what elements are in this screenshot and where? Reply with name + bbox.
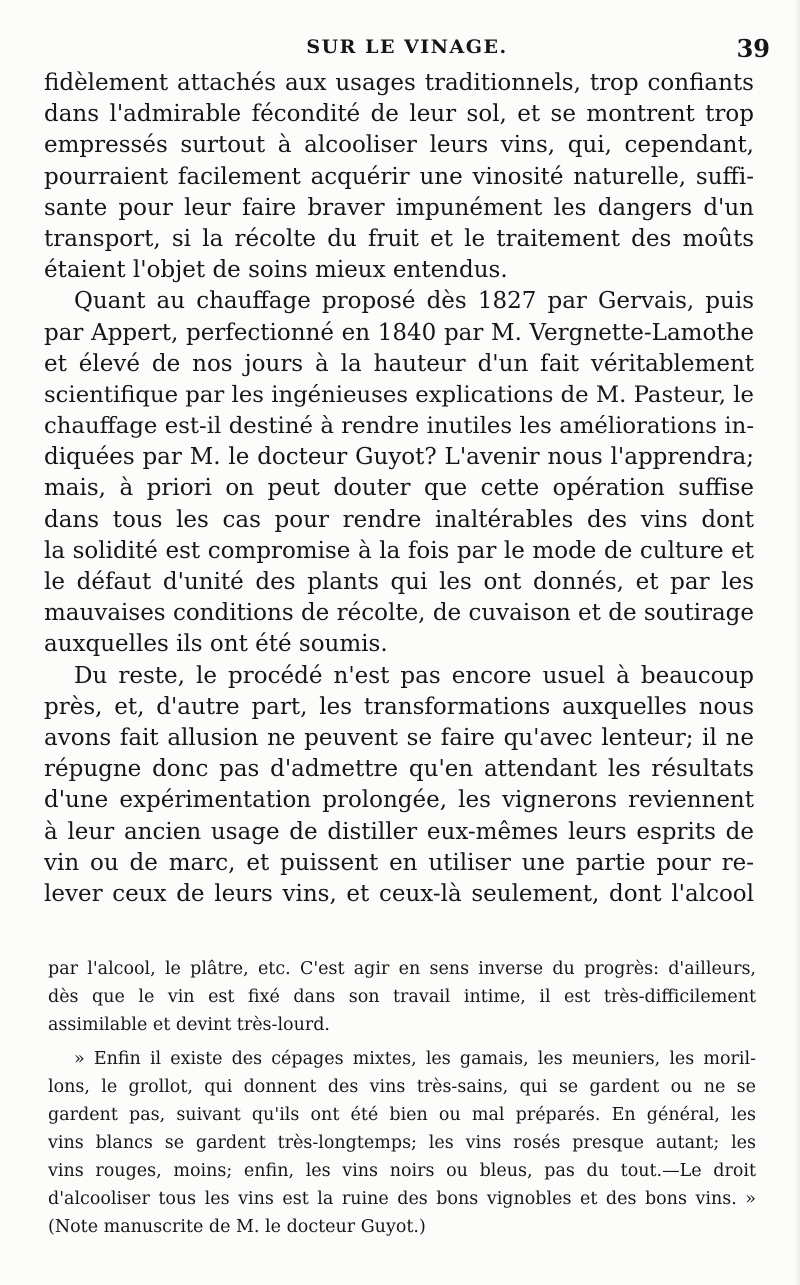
note-line: assimilable et devint très-lourd. [48,1015,330,1035]
footnote-text [48,955,756,1241]
page-edge-shadow [794,0,800,1285]
text-line: la solidité est compromise à la fois par le mode de culture et [44,537,754,564]
text-line: transport, si la récolte du fruit et le traitement des moûts [44,225,754,252]
note-line: vins rouges, moins; enfin, les vins noirs ou bleus, pas du tout.—Le droit [48,1161,756,1181]
text-line: Du reste, le procédé n'est pas encore usuel à beaucoup [74,662,754,689]
text-line: répugne donc pas d'admettre qu'en attendant les résultats [44,756,754,783]
text-line: dans l'admirable fécondité de leur sol, et se montrent trop [44,101,754,128]
text-line: pourraient facilement acquérir une vinosité naturelle, suffi- [44,163,754,190]
note-line: par l'alcool, le plâtre, etc. C'est agir en sens inverse du progrès: d'ailleurs, [48,959,756,979]
running-title: SUR LE VINAGE. [306,36,508,58]
note-line: » Enfin il existe des cépages mixtes, les gamais, les meuniers, les moril- [74,1049,756,1069]
text-line: et élevé de nos jours à la hauteur d'un fait véritablement [44,350,754,377]
text-line: vin ou de marc, et puissent en utiliser une partie pour re- [44,849,754,876]
text-line: scientifique par les ingénieuses explications de M. Pasteur, le [44,381,754,408]
main-text [44,68,754,910]
text-line: empressés surtout à alcooliser leurs vins, qui, cependant, [44,132,754,159]
text-line: d'une expérimentation prolongée, les vignerons reviennent [44,787,754,814]
text-line: à leur ancien usage de distiller eux-mêmes leurs esprits de [44,818,754,845]
note-line: (Note manuscrite de M. le docteur Guyot.) [48,1217,426,1237]
text-line: sante pour leur faire braver impunément les dangers d'un [44,194,754,221]
page-number: 39 [736,34,770,63]
text-line: mais, à priori on peut douter que cette opération suffise [44,475,754,502]
note-line: lons, le grollot, qui donnent des vins très-sains, qui se gardent ou ne se [48,1077,756,1097]
text-line: auxquelles ils ont été soumis. [44,631,388,658]
note-line: vins blancs se gardent très-longtemps; les vins rosés presque autant; les [48,1133,756,1153]
note-line: dès que le vin est fixé dans son travail intime, il est très-difficilement [48,987,756,1007]
text-line: près, et, d'autre part, les transformations auxquelles nous [44,693,754,720]
text-line: mauvaises conditions de récolte, de cuvaison et de soutirage [44,600,754,627]
page-header [44,34,770,66]
text-line: dans tous les cas pour rendre inaltérables des vins dont [44,506,754,533]
text-line: lever ceux de leurs vins, et ceux-là seulement, dont l'alcool [44,880,754,907]
text-line: chauffage est-il destiné à rendre inutiles les améliorations in- [44,413,754,440]
text-line: avons fait allusion ne peuvent se faire qu'avec lenteur; il ne [44,724,754,751]
note-line: gardent pas, suivant qu'ils ont été bien ou mal préparés. En général, les [48,1105,756,1125]
text-line: par Appert, perfectionné en 1840 par M. Vergnette-Lamothe [44,319,754,346]
text-line: le défaut d'unité des plants qui les ont donnés, et par les [44,569,754,595]
text-line: Quant au chauffage proposé dès 1827 par Gervais, puis [74,288,754,315]
text-line: fidèlement attachés aux usages traditionnels, trop confiants [44,70,754,96]
text-line: étaient l'objet de soins mieux entendus. [44,257,508,284]
note-line: d'alcooliser tous les vins est la ruine des bons vignobles et des bons vins. » [48,1189,756,1209]
text-line: diquées par M. le docteur Guyot? L'avenir nous l'apprendra; [44,444,754,471]
